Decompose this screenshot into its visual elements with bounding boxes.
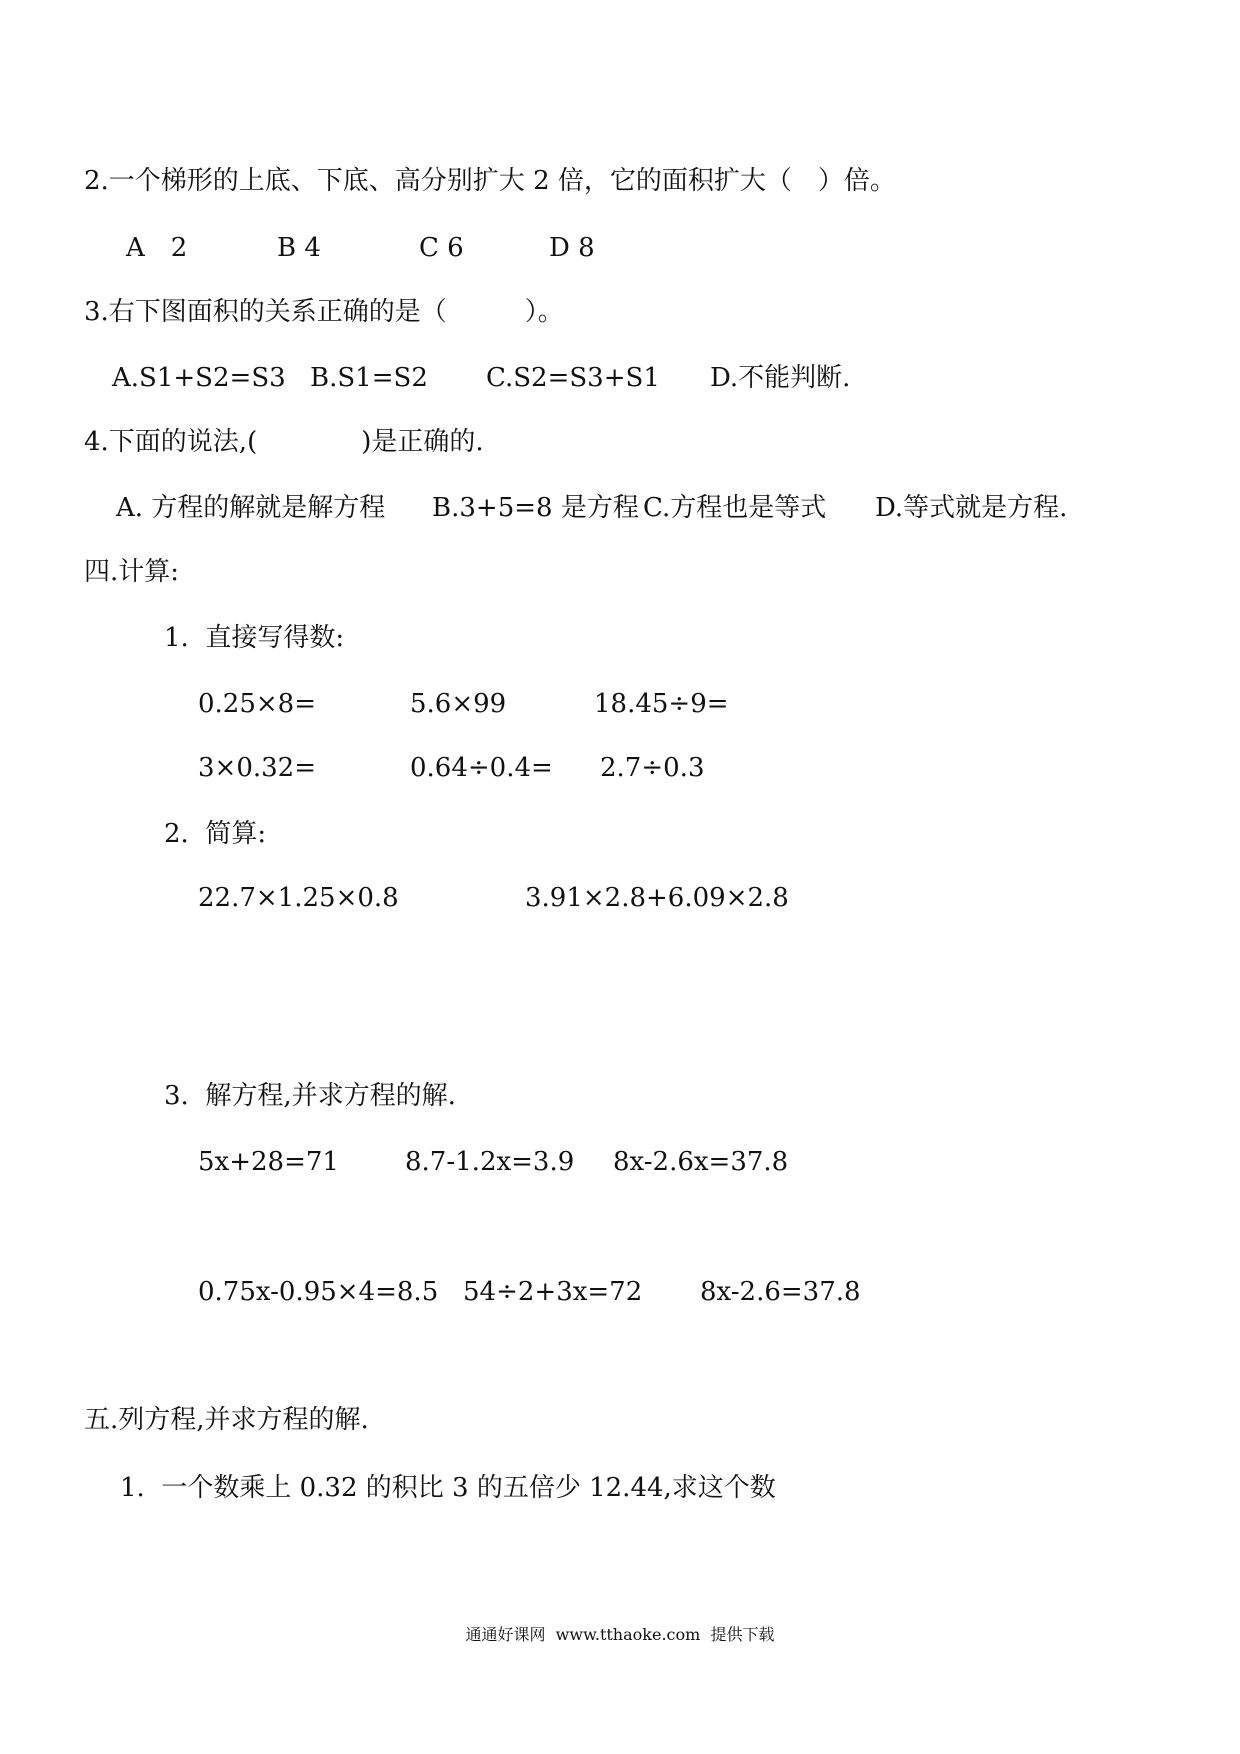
equation-item: 5x+28=71 (198, 1147, 339, 1177)
question-2-option-c: C 6 (419, 233, 464, 263)
section-5-question-1: 1. 一个数乘上 0.32 的积比 3 的五倍少 12.44,求这个数 (120, 1473, 776, 1503)
mental-math-item: 5.6×99 (410, 689, 507, 719)
mental-math-item: 18.45÷9= (594, 689, 729, 719)
question-4-option-c: C.方程也是等式 (643, 493, 827, 523)
page-footer: 通通好课网 www.tthaoke.com 提供下载 (465, 1625, 775, 1644)
question-3-stem: 3.右下图面积的关系正确的是（ ）。 (84, 297, 564, 327)
equation-item: 8x-2.6x=37.8 (613, 1147, 789, 1177)
equation-item: 8.7-1.2x=3.9 (405, 1147, 575, 1177)
question-3-option-c: C.S2=S3+S1 (486, 363, 660, 393)
question-4-stem: 4.下面的说法,( )是正确的. (84, 427, 484, 457)
part-2-label: 2. 简算: (164, 819, 267, 849)
mental-math-item: 0.25×8= (198, 689, 317, 719)
question-2-option-a: A 2 (126, 233, 188, 263)
part-3-label: 3. 解方程,并求方程的解. (164, 1081, 456, 1111)
question-4-option-b: B.3+5=8 是方程 (432, 493, 639, 523)
question-2-option-b: B 4 (277, 233, 321, 263)
section-5-title: 五.列方程,并求方程的解. (84, 1405, 369, 1435)
question-3-option-d: D.不能判断. (710, 363, 851, 393)
question-2-option-d: D 8 (549, 233, 595, 263)
mental-math-item: 2.7÷0.3 (600, 753, 705, 783)
simplify-item: 3.91×2.8+6.09×2.8 (525, 883, 789, 913)
part-1-label: 1. 直接写得数: (164, 623, 345, 653)
question-4-option-d: D.等式就是方程. (875, 493, 1068, 523)
question-3-option-a: A.S1+S2=S3 (112, 363, 286, 393)
equation-item: 0.75x-0.95×4=8.5 (198, 1277, 439, 1307)
mental-math-item: 0.64÷0.4= (410, 753, 553, 783)
equation-item: 54÷2+3x=72 (463, 1277, 643, 1307)
question-4-option-a: A. 方程的解就是解方程 (116, 493, 386, 523)
mental-math-item: 3×0.32= (198, 753, 317, 783)
section-4-title: 四.计算: (84, 557, 180, 587)
question-2-stem: 2.一个梯形的上底、下底、高分别扩大 2 倍，它的面积扩大（ ）倍。 (84, 166, 896, 196)
simplify-item: 22.7×1.25×0.8 (198, 883, 399, 913)
equation-item: 8x-2.6=37.8 (700, 1277, 861, 1307)
question-3-option-b: B.S1=S2 (310, 363, 428, 393)
